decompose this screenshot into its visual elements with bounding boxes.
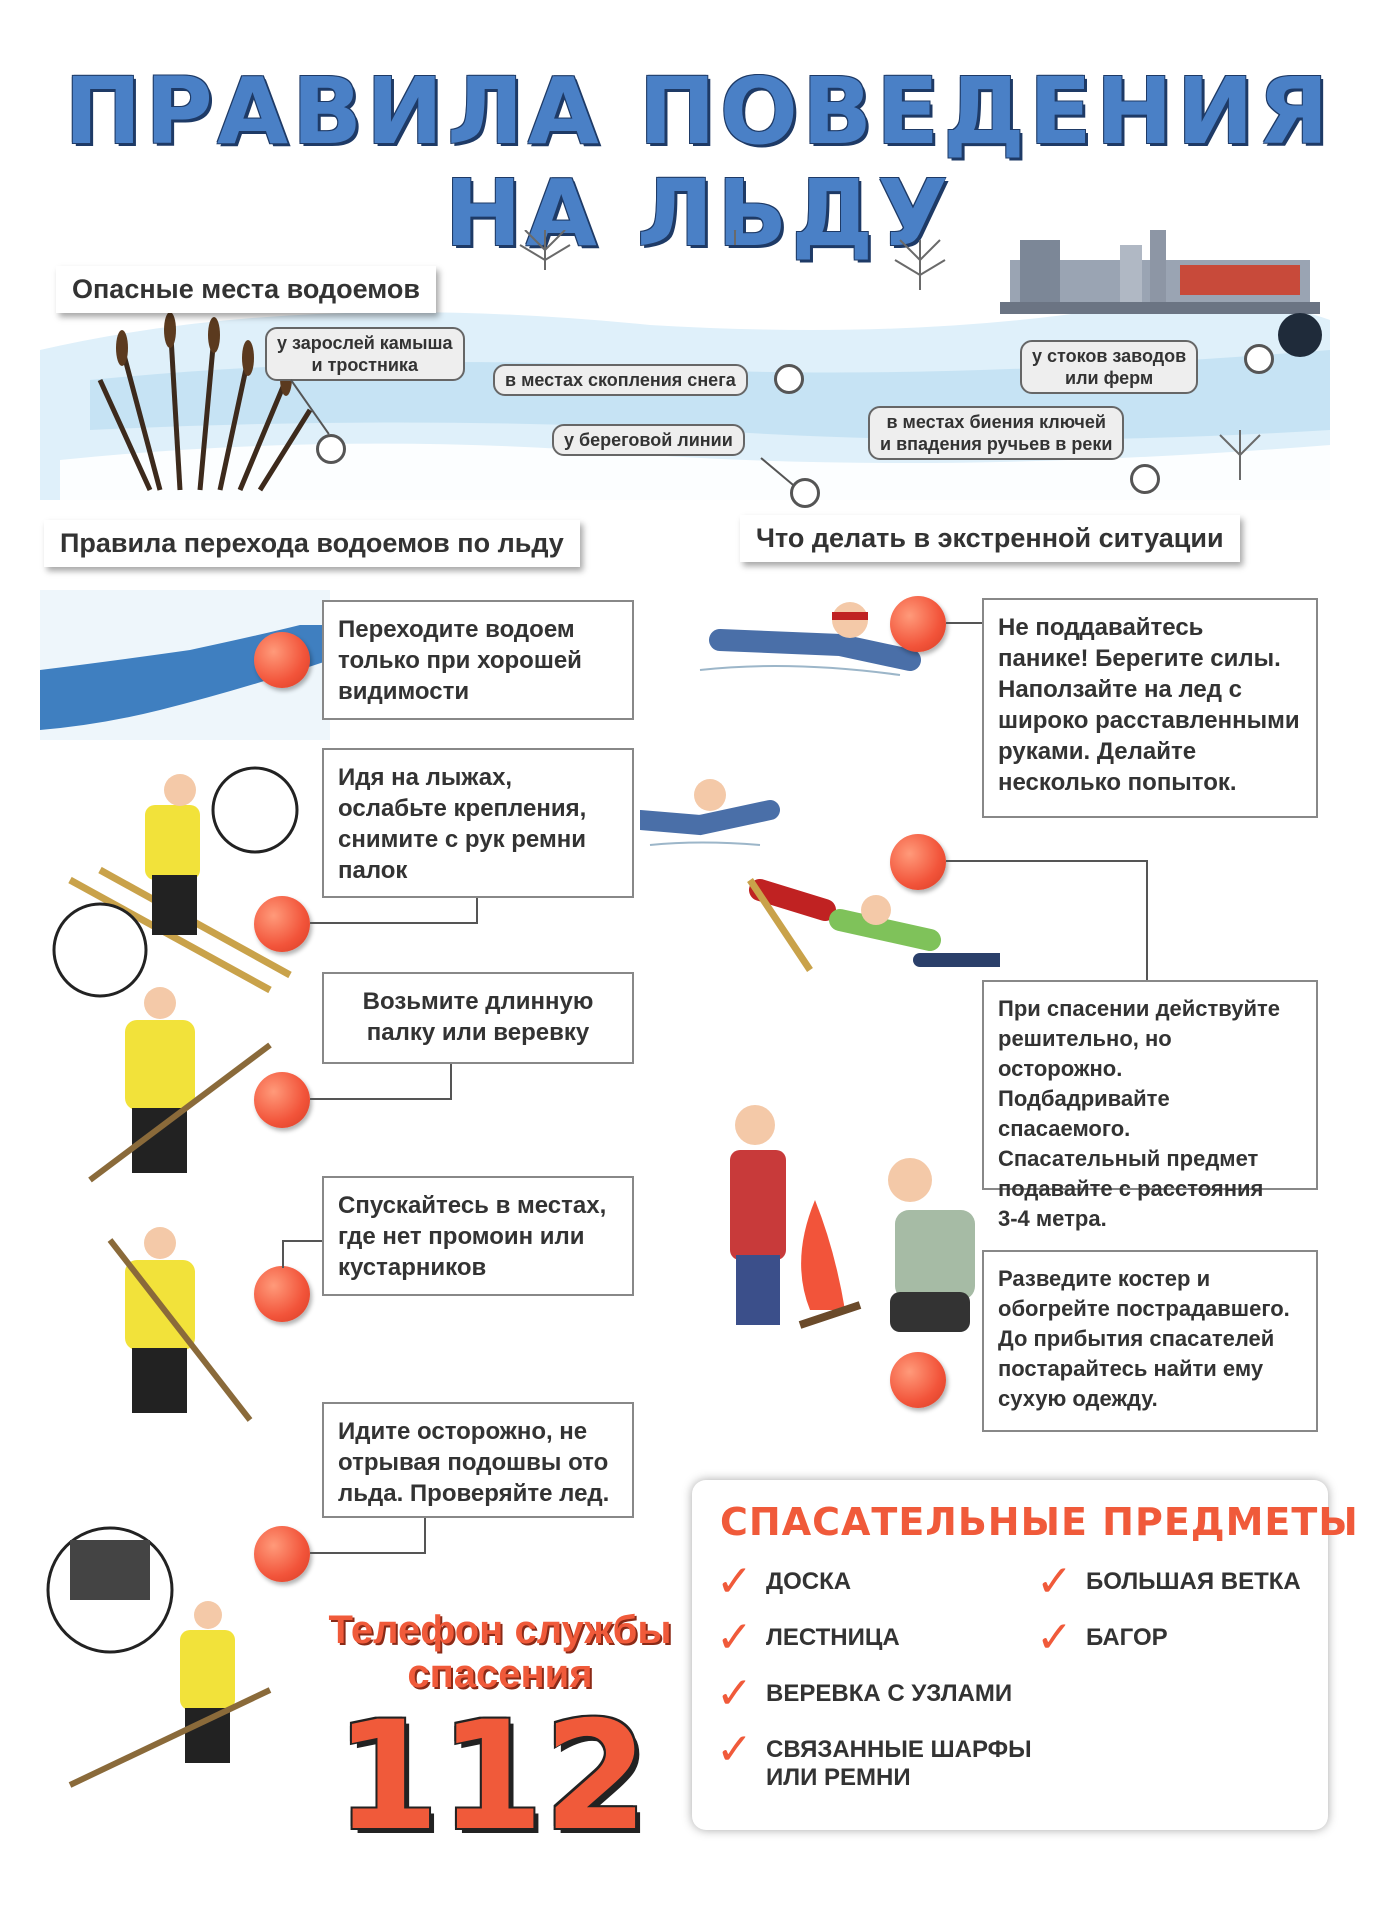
skier-illustration [54, 768, 297, 996]
pointer-line [476, 896, 478, 924]
rescue-item-line: ИЛИ РЕМНИ [766, 1764, 911, 1791]
rule-line: только при хорошей [338, 647, 582, 674]
check-icon: ✓ [1036, 1613, 1073, 1662]
rule-line: При спасении действуйте [998, 996, 1281, 1021]
rescue-item: ЛЕСТНИЦА [766, 1624, 900, 1651]
pointer-line [1146, 860, 1148, 980]
rule-line: постарайтесь найти ему [998, 1356, 1264, 1381]
crossing-rules-label: Правила перехода водоемов по льду [44, 520, 580, 567]
rule-line: палку или веревку [366, 1019, 590, 1046]
pointer-line [946, 622, 984, 624]
pointer-ring [1130, 464, 1160, 494]
rule-line: Идите осторожно, не [338, 1418, 588, 1445]
pointer-line [310, 922, 478, 924]
rule-line: кустарников [338, 1254, 487, 1281]
person-in-ice-illustration [700, 602, 910, 675]
pointer-line [310, 1098, 452, 1100]
danger-place-line: у береговой линии [564, 430, 733, 450]
rule-line: До прибытия спасателей [998, 1326, 1275, 1351]
rule-line: льда. Проверяйте лед. [338, 1480, 610, 1507]
walking-carefully-illustration [48, 1528, 270, 1785]
page-title-line1: ПРАВИЛА ПОВЕДЕНИЯ [64, 58, 1333, 165]
rule-line: Спускайтесь в местах, [338, 1192, 607, 1219]
danger-place-shore [552, 424, 745, 456]
rule-line: где нет промоин или [338, 1223, 585, 1250]
page-title-line2: НА ЛЬДУ [444, 160, 953, 267]
crossing-rule-4 [322, 1176, 634, 1296]
rule-line: широко расставленными [998, 707, 1300, 734]
rule-marker [254, 1526, 310, 1582]
emergency-illustrations [640, 590, 1000, 1350]
rule-line: Возьмите длинную [362, 988, 594, 1015]
rule-line: обогрейте пострадавшего. [998, 1296, 1290, 1321]
rescue-item: БОЛЬШАЯ ВЕТКА [1086, 1568, 1301, 1595]
person-with-stick-illustration [90, 987, 270, 1180]
rule-line: Переходите водоем [338, 616, 575, 643]
phone-caption-line: Телефон службы [328, 1608, 672, 1652]
danger-place-line: у зарослей камыша [277, 333, 453, 353]
danger-place-snow [493, 364, 748, 396]
danger-place-line: или ферм [1065, 368, 1154, 388]
rule-line: несколько попыток. [998, 769, 1237, 796]
pointer-line [310, 1552, 426, 1554]
drain-pipe-icon [1278, 313, 1322, 357]
pointer-line [282, 1240, 284, 1268]
pointer-line [424, 1516, 426, 1554]
emergency-label: Что делать в экстренной ситуации [740, 515, 1240, 562]
rescue-phone-number: 112 [335, 1690, 649, 1864]
check-icon: ✓ [1036, 1557, 1073, 1606]
danger-place-reeds [265, 327, 465, 381]
phone-caption-line: спасения [407, 1652, 593, 1696]
rescue-chain-illustration [640, 779, 1000, 970]
danger-place-line: у стоков заводов [1032, 346, 1187, 366]
emergency-rule-3 [982, 1250, 1318, 1432]
crossing-rule-3 [322, 972, 634, 1064]
check-icon: ✓ [716, 1725, 753, 1774]
person-descending-illustration [110, 1227, 250, 1420]
rule-line: решительно, но осторожно. [998, 1026, 1172, 1081]
rule-line: 3-4 метра. [998, 1206, 1107, 1231]
danger-place-line: и тростника [311, 355, 418, 375]
pointer-line [450, 1062, 452, 1100]
danger-place-line: и впадения ручьев в реки [880, 434, 1113, 454]
emergency-marker [890, 1352, 946, 1408]
crossing-rule-5 [322, 1402, 634, 1518]
rule-marker [254, 632, 310, 688]
pointer-ring [790, 478, 820, 508]
rescue-items-title: СПАСАТЕЛЬНЫЕ ПРЕДМЕТЫ [720, 1500, 1359, 1544]
danger-place-line: в местах биения ключей [886, 412, 1106, 432]
rule-line: сухую одежду. [998, 1386, 1158, 1411]
campfire-illustration [730, 1105, 975, 1332]
rule-line: отрывая подошвы ото [338, 1449, 609, 1476]
rescue-item: БАГОР [1086, 1624, 1168, 1651]
rule-line: руками. Делайте [998, 738, 1197, 765]
pointer-line [946, 860, 1148, 862]
rule-line: Наползайте на лед с [998, 676, 1243, 703]
rule-marker [254, 1072, 310, 1128]
pointer-ring [1244, 344, 1274, 374]
rule-line: ослабьте крепления, [338, 795, 587, 822]
emergency-marker [890, 834, 946, 890]
rule-line: Разведите костер и [998, 1266, 1211, 1291]
danger-place-springs [868, 406, 1124, 460]
pointer-ring [316, 434, 346, 464]
emergency-marker [890, 596, 946, 652]
rule-line: Не поддавайтесь [998, 614, 1204, 641]
rule-line: панике! Берегите силы. [998, 645, 1281, 672]
rescue-item-line: СВЯЗАННЫЕ ШАРФЫ [766, 1736, 1032, 1763]
rescue-item: ДОСКА [766, 1568, 852, 1595]
dangerous-places-label: Опасные места водоемов [56, 266, 436, 313]
rule-line: видимости [338, 678, 470, 705]
crossing-rule-1 [322, 600, 634, 720]
pointer-line [282, 1240, 324, 1242]
emergency-rule-1 [982, 598, 1318, 818]
danger-place-factory [1020, 340, 1198, 394]
rule-line: подавайте с расстояния [998, 1176, 1264, 1201]
rule-line: Подбадривайте спасаемого. [998, 1086, 1170, 1141]
danger-place-line: в местах скопления снега [505, 370, 736, 390]
rule-line: Спасательный предмет [998, 1146, 1259, 1171]
emergency-rule-2 [982, 980, 1318, 1231]
rule-line: Идя на лыжах, [338, 764, 513, 791]
crossing-rule-2 [322, 748, 634, 898]
rule-line: снимите с рук ремни [338, 826, 586, 853]
rescue-phone-caption [310, 1608, 690, 1696]
rule-marker [254, 896, 310, 952]
pointer-ring [774, 364, 804, 394]
rule-line: палок [338, 857, 408, 884]
rescue-item [766, 1736, 1032, 1792]
check-icon: ✓ [716, 1613, 753, 1662]
check-icon: ✓ [716, 1669, 753, 1718]
check-icon: ✓ [716, 1557, 753, 1606]
rule-marker [254, 1266, 310, 1322]
factory-icon [1000, 230, 1320, 314]
rescue-item: ВЕРЕВКА С УЗЛАМИ [766, 1680, 1013, 1707]
